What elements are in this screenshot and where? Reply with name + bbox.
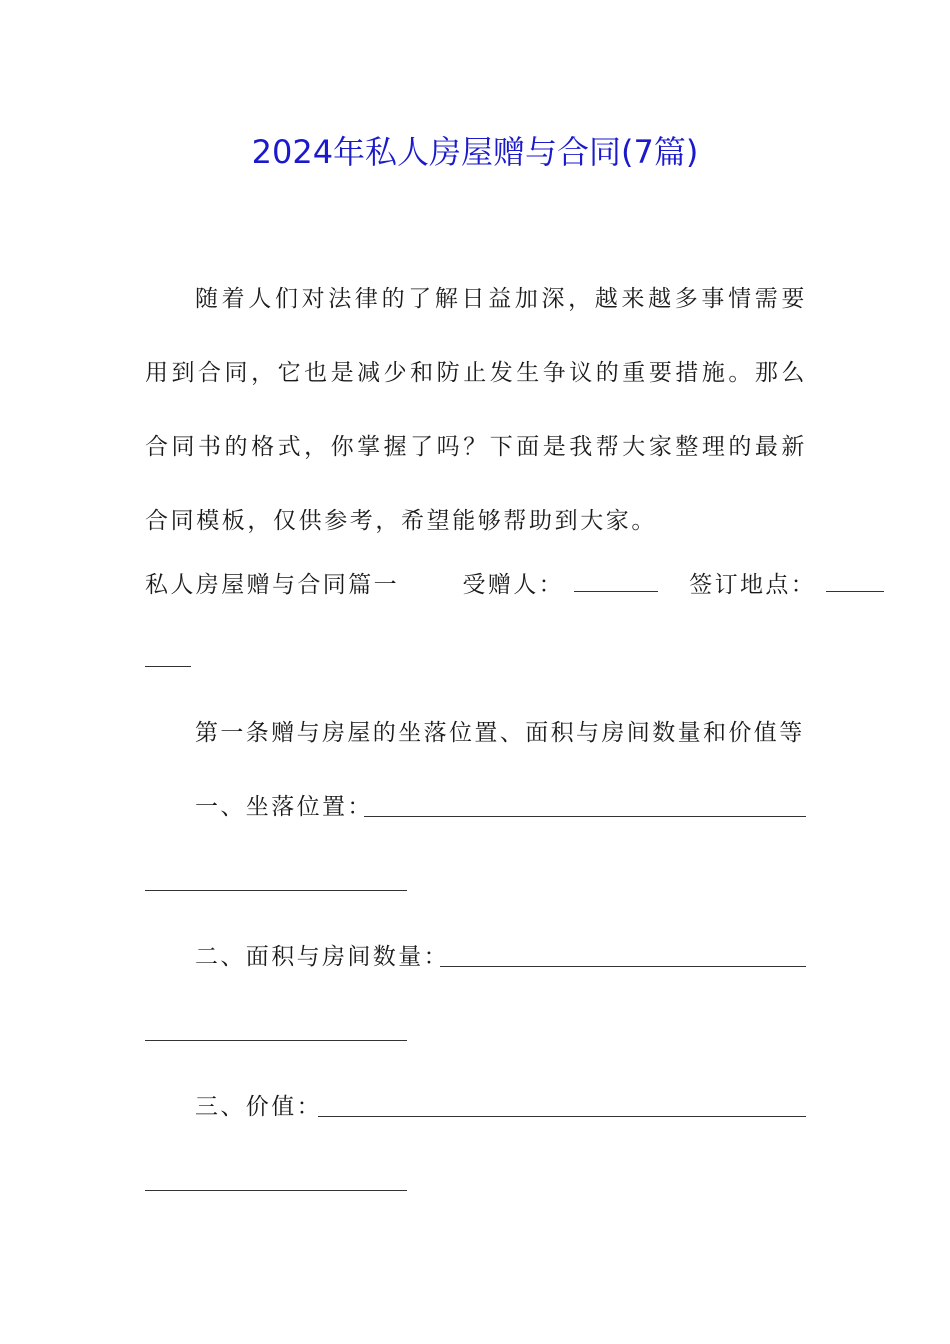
- location-item: [195, 787, 373, 827]
- section-heading: 私人房屋赠与合同篇一: [145, 572, 399, 598]
- area-blank: [440, 966, 806, 967]
- value-blank-continued: [145, 1190, 407, 1191]
- area-label: 二、面积与房间数量：: [195, 944, 449, 970]
- location-blank-continued: [145, 890, 407, 891]
- value-item: [195, 1087, 322, 1127]
- article-one-heading: 第一条赠与房屋的坐落位置、面积与房间数量和价值等: [195, 720, 805, 746]
- location-label: 一、坐落位置：: [195, 794, 373, 820]
- value-blank: [318, 1116, 806, 1117]
- section-line: [145, 565, 884, 605]
- intro-paragraph: 随着人们对法律的了解日益加深，越来越多事情需要用到合同，它也是减少和防止发生争议的重要措施。那么合同书的格式，你掌握了吗？下面是我帮大家整理的最新合同模板，仅供参考，希望能够帮助到大家。: [145, 286, 807, 534]
- document-title: 2024年私人房屋赠与合同(7篇): [251, 133, 699, 171]
- recipient-label: 受赠人：: [462, 572, 565, 598]
- value-label: 三、价值：: [195, 1094, 322, 1120]
- sign-place-label: 签订地点：: [689, 572, 817, 598]
- recipient-blank: [574, 571, 658, 592]
- sign-place-blank: [826, 571, 884, 592]
- area-item: [195, 937, 449, 977]
- sign-place-blank-continued: [145, 666, 191, 667]
- location-blank: [364, 816, 806, 817]
- area-blank-continued: [145, 1040, 407, 1041]
